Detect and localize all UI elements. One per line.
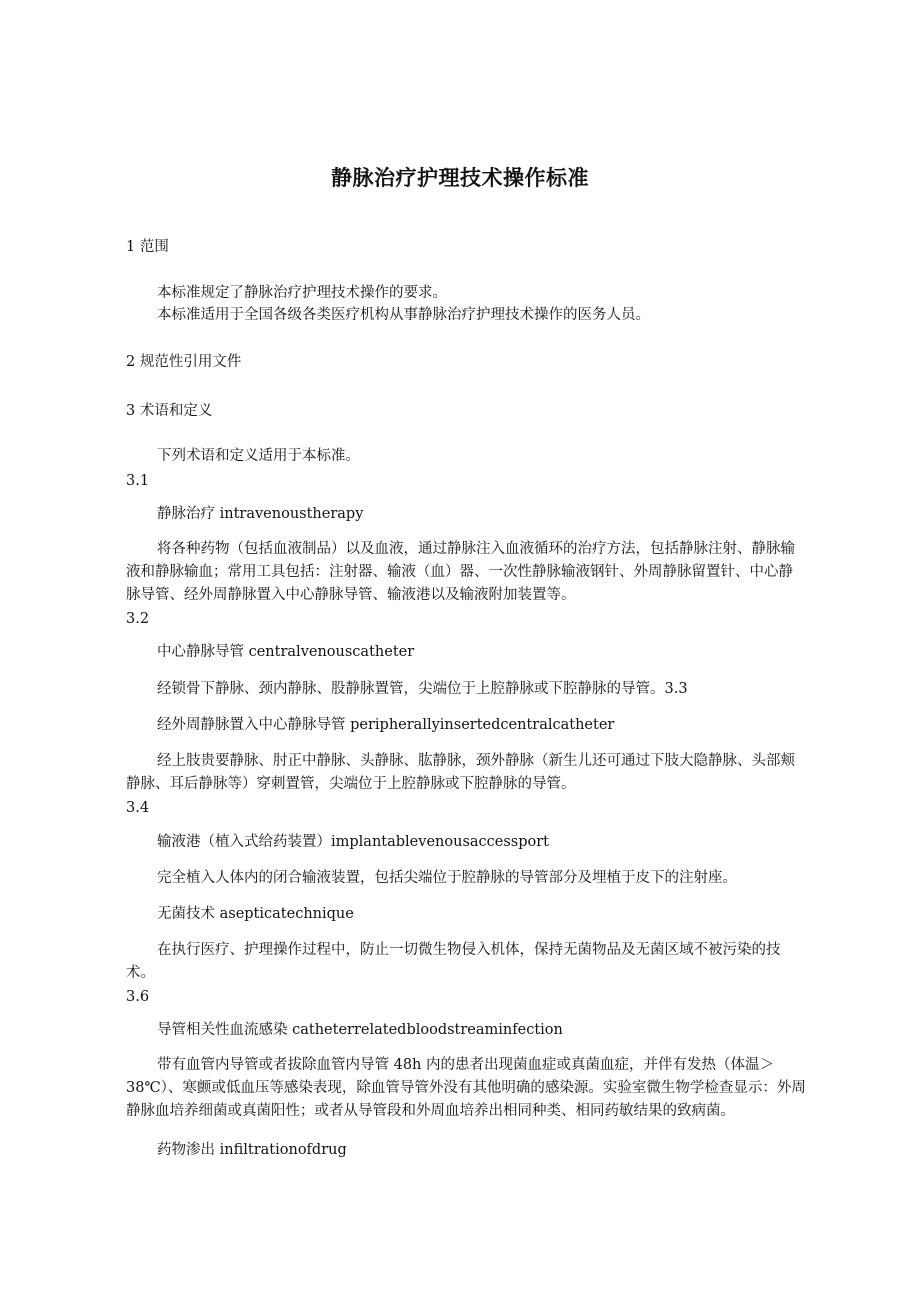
document-title: 静脉治疗护理技术操作标准 (331, 166, 589, 190)
clause-3-7-term: 药物渗出 infiltrationofdrug (157, 1142, 347, 1158)
clause-3-3-definition-line-2: 静脉、耳后静脉等）穿刺置管，尖端位于上腔静脉或下腔静脉的导管。 (126, 776, 576, 792)
clause-3-6-term: 导管相关性血流感染 catheterrelatedbloodstreaminfection (157, 1022, 563, 1038)
section-1-paragraph-2: 本标准适用于全国各级各类医疗机构从事静脉治疗护理技术操作的医务人员。 (157, 307, 650, 323)
clause-3-4-number: 3.4 (126, 800, 150, 816)
section-3-intro: 下列术语和定义适用于本标准。 (157, 448, 360, 464)
clause-3-1-definition-line-2: 液和静脉输血；常用工具包括：注射器、输液（血）器、一次性静脉输液钢针、外周静脉留置针、中心静 (126, 564, 793, 580)
section-3-heading: 3 术语和定义 (126, 403, 213, 419)
clause-3-3-term: 经外周静脉置入中心静脉导管 peripherallyinsertedcentralcatheter (157, 717, 615, 733)
clause-3-5-term: 无菌技术 asepticatechnique (157, 906, 354, 922)
clause-3-3-definition-line-1: 经上肢贵要静脉、肘正中静脉、头静脉、肱静脉，颈外静脉（新生儿还可通过下肢大隐静脉、头部颊 (157, 753, 795, 769)
clause-3-1-number: 3.1 (126, 473, 150, 489)
clause-3-6-definition-line-3: 静脉血培养细菌或真菌阳性；或者从导管段和外周血培养出相同种类、相同药敏结果的致病菌。 (126, 1103, 735, 1119)
clause-3-5-definition-line-2: 术。 (126, 965, 155, 981)
section-1-heading: 1 范围 (126, 239, 169, 255)
clause-3-1-definition-line-1: 将各种药物（包括血液制品）以及血液，通过静脉注入血液循环的治疗方法，包括静脉注射、静脉输 (157, 541, 795, 557)
clause-3-4-definition: 完全植入人体内的闭合输液装置，包括尖端位于腔静脉的导管部分及埋植于皮下的注射座。 (157, 870, 737, 886)
clause-3-6-definition-line-2: 38℃）、寒颤或低血压等感染表现，除血管导管外没有其他明确的感染源。实验室微生物学检查显示：外周 (126, 1080, 806, 1096)
clause-3-2-term: 中心静脉导管 centralvenouscatheter (157, 644, 415, 660)
clause-3-5-definition-line-1: 在执行医疗、护理操作过程中，防止一切微生物侵入机体，保持无菌物品及无菌区域不被污染的技 (157, 942, 781, 958)
clause-3-1-term: 静脉治疗 intravenoustherapy (157, 506, 364, 522)
clause-3-1-definition-line-3: 脉导管、经外周静脉置入中心静脉导管、输液港以及输液附加装置等。 (126, 587, 576, 603)
clause-3-4-term: 输液港（植入式给药装置）implantablevenousaccessport (157, 834, 550, 850)
section-2-heading: 2 规范性引用文件 (126, 354, 242, 370)
clause-3-6-number: 3.6 (126, 989, 150, 1005)
clause-3-6-definition-line-1: 带有血管内导管或者拔除血管内导管 48h 内的患者出现菌血症或真菌血症，并伴有发热（体温＞ (157, 1057, 775, 1073)
clause-3-2-number: 3.2 (126, 611, 150, 627)
clause-3-2-definition: 经锁骨下静脉、颈内静脉、股静脉置管，尖端位于上腔静脉或下腔静脉的导管。3.3 (157, 681, 688, 697)
section-1-paragraph-1: 本标准规定了静脉治疗护理技术操作的要求。 (157, 285, 447, 301)
